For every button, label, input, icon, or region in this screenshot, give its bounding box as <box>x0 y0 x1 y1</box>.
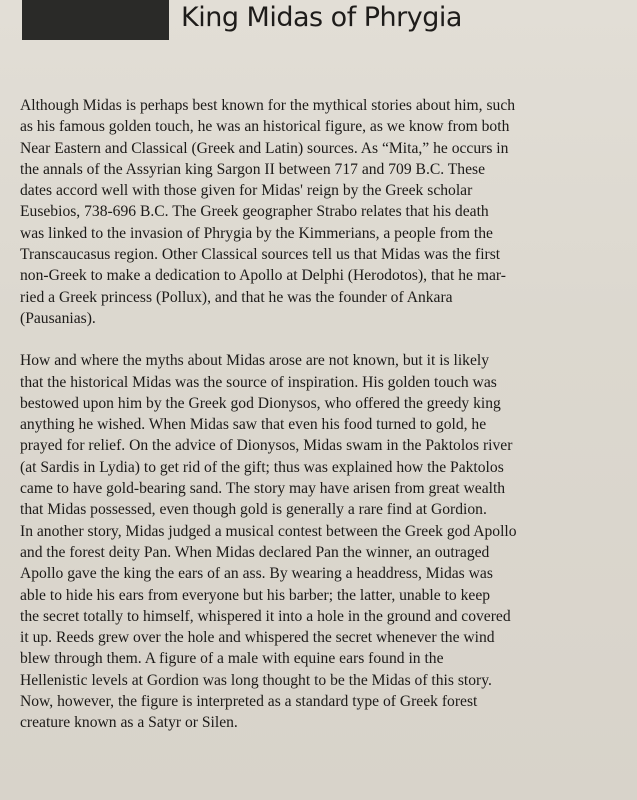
text-line: was linked to the invasion of Phrygia by the Kimmerians, a people from the <box>20 224 493 242</box>
text-line: Transcaucasus region. Other Classical sources tell us that Midas was the first <box>20 246 501 264</box>
paragraph-gap <box>20 329 637 350</box>
text-line: the secret totally to himself, whispered it into a hole in the ground and covered <box>20 607 511 625</box>
text-line: the annals of the Assyrian king Sargon II between 717 and 709 B.C. These <box>20 160 485 178</box>
text-line: able to hide his ears from everyone but his barber; the latter, unable to keep <box>20 586 491 604</box>
text-line: that Midas possessed, even though gold is generally a rare find at Gordion. <box>20 501 487 519</box>
text-line: creature known as a Satyr or Silen. <box>20 714 238 732</box>
text-line: (at Sardis in Lydia) to get rid of the gift; thus was explained how the Paktolos <box>20 458 504 476</box>
text-line: anything he wished. When Midas saw that even his food turned to gold, he <box>20 416 487 434</box>
text-line: ried a Greek princess (Pollux), and that he was the founder of Ankara <box>20 288 453 306</box>
paragraph-2 <box>20 350 637 733</box>
page-title: King Midas of Phrygia <box>181 2 462 33</box>
text-line: (Pausanias). <box>20 309 96 327</box>
text-line: as his famous golden touch, he was an historical figure, as we know from both <box>20 118 510 136</box>
text-line: it up. Reeds grew over the hole and whispered the secret whenever the wind <box>20 629 495 647</box>
text-line: Although Midas is perhaps best known for the mythical stories about him, such <box>20 97 516 114</box>
header-dark-block <box>22 0 169 40</box>
text-line: Eusebios, 738-696 B.C. The Greek geographer Strabo relates that his death <box>20 203 489 221</box>
text-line: Apollo gave the king the ears of an ass. By wearing a headdress, Midas was <box>20 565 493 583</box>
body-text <box>20 95 637 734</box>
text-line: In another story, Midas judged a musical contest between the Greek god Apollo <box>20 522 517 540</box>
text-line: Now, however, the figure is interpreted as a standard type of Greek forest <box>20 693 478 711</box>
text-line: dates accord well with those given for Midas' reign by the Greek scholar <box>20 182 473 200</box>
text-line: blew through them. A figure of a male with equine ears found in the <box>20 650 444 668</box>
text-line: Hellenistic levels at Gordion was long thought to be the Midas of this story. <box>20 671 492 689</box>
text-line: non-Greek to make a dedication to Apollo at Delphi (Herodotos), that he mar- <box>20 267 506 285</box>
text-line: came to have gold-bearing sand. The story may have arisen from great wealth <box>20 480 506 498</box>
text-line: prayed for relief. On the advice of Dionysos, Midas swam in the Paktolos river <box>20 437 513 455</box>
text-line: How and where the myths about Midas arose are not known, but it is likely <box>20 352 490 370</box>
text-line: that the historical Midas was the source of inspiration. His golden touch was <box>20 373 497 391</box>
text-line: and the forest deity Pan. When Midas declared Pan the winner, an outraged <box>20 543 490 561</box>
paragraph-1 <box>20 95 637 329</box>
text-line: Near Eastern and Classical (Greek and Latin) sources. As “Mita,” he occurs in <box>20 139 509 157</box>
text-line: bestowed upon him by the Greek god Dionysos, who offered the greedy king <box>20 394 501 412</box>
